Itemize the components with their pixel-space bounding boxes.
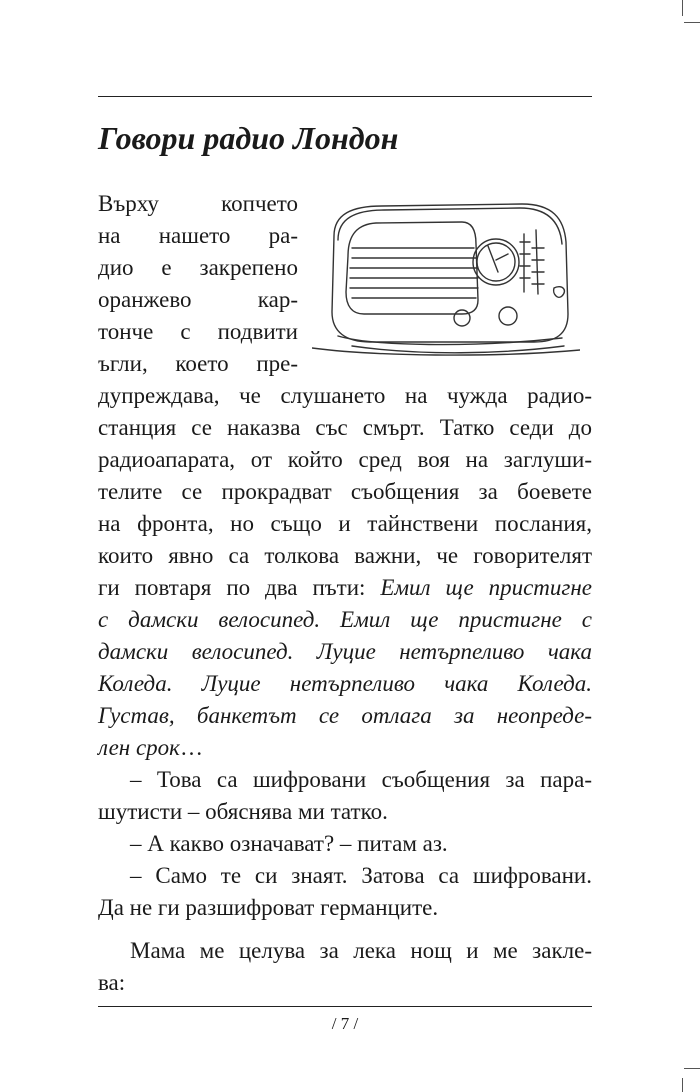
radio-message: Емил ще пристигне — [380, 575, 592, 600]
footer-rule — [98, 1006, 592, 1007]
text-line: които явно са толкова важни, че говорителят — [98, 543, 592, 568]
radio-message: дамски велосипед. Луцие нетърпеливо чака — [98, 639, 592, 664]
radio-message: Густав, банкетът се отлага за неопреде- — [98, 703, 592, 728]
text-line: оранжево кар- — [98, 287, 298, 312]
header-rule — [98, 96, 592, 97]
text-line: радиоапарата, от който сред воя на заглуши- — [98, 447, 592, 472]
page-number: / 7 / — [331, 1014, 359, 1033]
radio-message: Коледа. Луцие нетърпеливо чака Коледа. — [98, 671, 592, 696]
radio-message: лен срок — [98, 735, 180, 760]
text-line: телите се прокрадват съобщения за боевете — [98, 479, 592, 504]
vintage-radio-sketch-icon — [312, 196, 580, 366]
dialogue-line: – А какво означават? – питам аз. — [130, 831, 448, 856]
text-line — [98, 732, 592, 764]
dialogue-line: – Само те си знаят. Затова са шифровани. — [130, 863, 592, 888]
chapter-title: Говори радио Лондон — [98, 120, 399, 156]
ellipsis: … — [179, 735, 203, 760]
text-line: дупреждава, че слушането на чужда радио- — [98, 383, 592, 408]
dialogue-line: шутисти – обяснява ми татко. — [98, 799, 388, 824]
text-line: на фронта, но също и тайнствени послания, — [98, 511, 592, 536]
dialogue-line: – Това са шифровани съобщения за пара- — [130, 767, 592, 792]
text-line: ва: — [98, 970, 126, 995]
radio-message: с дамски велосипед. Емил ще пристигне с — [98, 607, 592, 632]
dialogue-line: Да не ги разшифроват германците. — [98, 895, 439, 920]
text-line: Върху копчето — [98, 191, 298, 216]
text-line: тонче с подвити — [98, 319, 298, 344]
text-line: ъгли, което пре- — [98, 351, 298, 376]
text-line: дио е закрепено — [98, 255, 298, 280]
text-segment: ги повтаря по два пъти: — [98, 575, 381, 600]
text-line: Мама ме целува за лека нощ и ме закле- — [130, 938, 592, 963]
text-line: станция се наказва със смърт. Татко седи до — [98, 415, 592, 440]
text-line — [98, 572, 592, 604]
crop-mark — [684, 1068, 700, 1069]
crop-mark — [684, 22, 700, 23]
crop-mark — [682, 0, 683, 16]
text-line: на нашето ра- — [98, 223, 298, 248]
crop-mark — [682, 1078, 683, 1092]
